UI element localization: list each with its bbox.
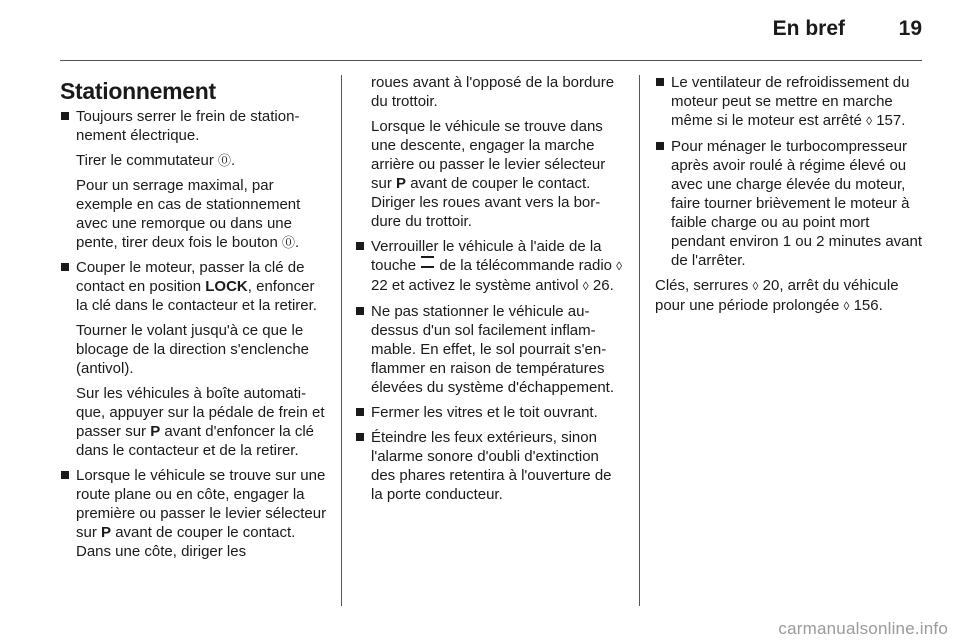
bullet-icon	[61, 263, 69, 271]
ref-arrow-icon: ◊	[752, 279, 759, 293]
list-item	[60, 258, 330, 460]
ref-arrow-icon: ◊	[866, 114, 873, 128]
column-1	[60, 73, 330, 567]
bullet-icon	[656, 142, 664, 150]
paragraph: roues avant à l'opposé de la bordure du trottoir.	[371, 74, 615, 110]
paragraph: Sur les véhicules à boîte automatique, appuyer sur la pédale de frein et passer sur P avant d'enfoncer la clé dans le contacteur et de la retirer.	[76, 385, 325, 459]
page-header	[0, 0, 960, 60]
park-brake-icon: ⓪	[217, 153, 231, 168]
paragraph: Couper le moteur, passer la clé de contact en position LOCK, enfoncer la clé dans le contacteur et la retirer.	[76, 259, 317, 314]
bullet-icon	[61, 112, 69, 120]
paragraph: Tourner le volant jusqu'à ce que le blocage de la direction s'enclenche (antivol).	[76, 322, 310, 377]
list-item	[355, 302, 623, 397]
paragraph: Lorsque le véhicule se trouve sur une route plane ou en côte, engager la première ou passer le levier sélecteur sur P avant de couper le contact. Dans une côte, diriger les	[76, 467, 327, 560]
list-item	[355, 428, 623, 504]
column-divider-2	[639, 75, 640, 606]
section-heading: Stationnement	[60, 78, 216, 104]
list-item	[655, 73, 925, 131]
paragraph: Le ventilateur de refroidissement du moteur peut se mettre en marche même si le moteur est arrêté ◊ 157.	[671, 74, 910, 129]
paragraph: Ne pas stationner le véhicule au-dessus d'un sol facilement inflammable. En effet, le sol pourrait s'enflammer en raison de températures élevées du système d'échappement.	[371, 303, 615, 396]
ref-arrow-icon: ◊	[843, 299, 850, 313]
lock-key-icon	[421, 256, 434, 268]
bullet-icon	[656, 78, 664, 86]
list-item	[60, 107, 330, 252]
paragraph: Tirer le commutateur ⓪.	[76, 152, 236, 169]
page-ref[interactable]: 22	[371, 277, 388, 294]
list-item	[355, 237, 623, 296]
paragraph: Clés, serrures ◊ 20, arrêt du véhicule pour une période prolongée ◊ 156.	[655, 277, 899, 314]
list-item	[355, 403, 623, 422]
bullet-icon	[356, 242, 364, 250]
paragraph: Éteindre les feux extérieurs, sinon l'alarme sonore d'oubli d'extinction des phares retentira à l'ouverture de la porte conducteur.	[371, 429, 612, 503]
paragraph: Verrouiller le véhicule à l'aide de la touche de la télécommande radio ◊ 22 et activez le système antivol ◊ 26.	[371, 238, 623, 294]
park-brake-icon: ⓪	[281, 235, 295, 250]
column-3	[655, 73, 925, 322]
paragraph: Toujours serrer le frein de stationnement électrique.	[76, 108, 300, 144]
bullet-icon	[356, 408, 364, 416]
paragraph: Lorsque le véhicule se trouve dans une descente, engager la marche arrière ou passer le levier sélecteur sur P avant de couper le contact. Diriger les roues avant vers la bordure du trottoir.	[371, 118, 606, 230]
list-item	[655, 137, 925, 270]
ref-arrow-icon: ◊	[582, 279, 589, 293]
ref-arrow-icon: ◊	[616, 259, 623, 273]
section-title: En bref	[772, 17, 845, 40]
paragraph: Pour ménager le turbocompresseur après avoir roulé à régime élevé ou avec une charge élevée du moteur, faire tourner brièvement le moteur à faible charge ou au point mort pendant environ 1 ou 2 minutes avant de l'arrêter.	[671, 138, 923, 269]
bullet-icon	[356, 307, 364, 315]
bullet-icon	[356, 433, 364, 441]
page-ref[interactable]: 156	[853, 297, 879, 314]
paragraph: Fermer les vitres et le toit ouvrant.	[371, 404, 598, 421]
paragraph: Pour un serrage maximal, par exemple en cas de stationnement avec une remorque ou dans une pente, tirer deux fois le bouton ⓪.	[76, 177, 301, 251]
page-number: 19	[898, 17, 922, 40]
header-divider	[60, 60, 922, 61]
list-item	[60, 466, 330, 561]
column-2	[355, 73, 623, 510]
column-divider-1	[341, 75, 342, 606]
watermark: carmanualsonline.info	[778, 619, 948, 638]
bullet-icon	[61, 471, 69, 479]
list-item-continued	[355, 73, 623, 231]
page-ref[interactable]: 26	[592, 277, 610, 294]
page-ref[interactable]: 157	[876, 112, 902, 129]
page-ref[interactable]: 20	[762, 277, 780, 294]
